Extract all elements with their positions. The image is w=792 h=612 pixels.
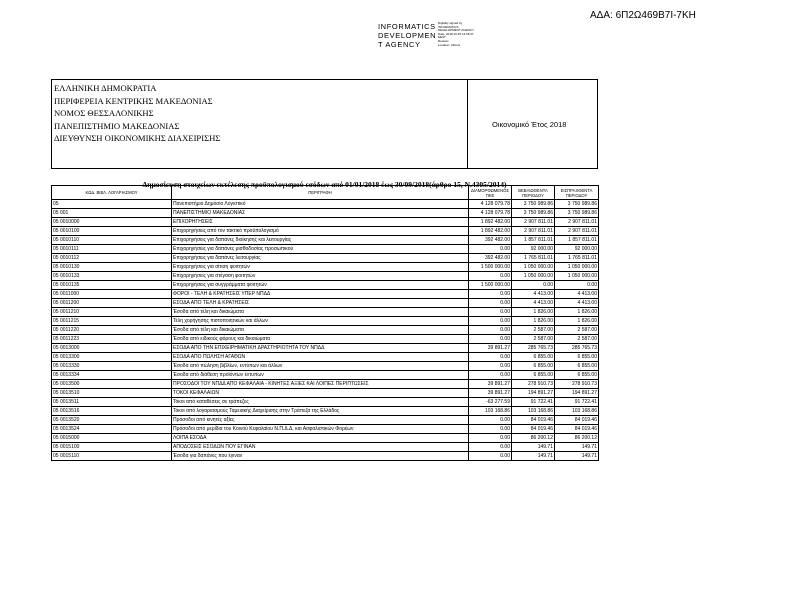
amount-cell: 1 857 811.01 [512, 236, 555, 245]
account-code: 05 0010110 [52, 236, 172, 245]
amount-cell: 3 750 989.86 [555, 200, 599, 209]
amount-cell: 84 019.46 [512, 416, 555, 425]
amount-cell: 285 765.73 [555, 344, 599, 353]
amount-cell: 1 500 000.00 [469, 281, 512, 290]
account-code: 05 0013524 [52, 425, 172, 434]
header-organization [54, 82, 220, 145]
table-row [52, 209, 599, 218]
amount-cell: 1 826.00 [512, 308, 555, 317]
table-row [52, 443, 599, 452]
account-code: 05 0013000 [52, 344, 172, 353]
table-row [52, 380, 599, 389]
amount-cell: 103 168.86 [512, 407, 555, 416]
amount-cell: 39 891.27 [469, 380, 512, 389]
account-description: Έσοδα για δαπάνες που έγιναν [172, 452, 469, 461]
table-row [52, 326, 599, 335]
account-description: Έσοδα από τέλη και δικαιώματα [172, 308, 469, 317]
amount-cell: 1 050 000.00 [555, 263, 599, 272]
signature-line: Location: Athens [438, 42, 461, 47]
ada-code: ΑΔΑ: 6Π2Ω469Β7Ι-7ΚΗ [590, 10, 696, 21]
account-code: 05 0015110 [52, 452, 172, 461]
header-line: ΝΟΜΟΣ ΘΕΣΣΑΛΟΝΙΚΗΣ [54, 108, 154, 119]
amount-cell: 84 019.46 [555, 416, 599, 425]
amount-cell: 4 413.00 [555, 299, 599, 308]
table-row [52, 362, 599, 371]
account-description: Έσοδα από πώληση βιβλίων, εντύπων και άλλων [172, 362, 469, 371]
amount-cell: 1 050 000.00 [555, 272, 599, 281]
amount-cell: 2 587.00 [512, 326, 555, 335]
account-code: 05 0013510 [52, 389, 172, 398]
account-code: 05 0011223 [52, 335, 172, 344]
amount-cell: 1 892 482.00 [469, 218, 512, 227]
account-code: 05 0013300 [52, 353, 172, 362]
account-code: 05 0013500 [52, 380, 172, 389]
amount-cell: 1 050 000.00 [512, 272, 555, 281]
amount-cell: -63 277.59 [469, 398, 512, 407]
account-code: 05 0011000 [52, 290, 172, 299]
account-description: Έσοδα από τέλη και δικαιώματα [172, 326, 469, 335]
amount-cell: 1 826.00 [555, 308, 599, 317]
table-row [52, 290, 599, 299]
account-code: 05 0013520 [52, 416, 172, 425]
account-description: ΛΟΙΠΑ ΕΣΟΔΑ [172, 434, 469, 443]
account-description: Επιχορηγήσεις για δαπάνες λειτουργίας [172, 254, 469, 263]
amount-cell: 278 910.73 [555, 380, 599, 389]
table-row [52, 398, 599, 407]
amount-cell: 149.71 [555, 452, 599, 461]
signature-line: DEVELOPMENT AGENCY [438, 28, 474, 33]
table-header-row [52, 186, 599, 200]
signature-line: Digitally signed by [438, 21, 463, 25]
account-description: ΕΣΟΔΑ ΑΠΟ ΤΕΛΗ & ΚΡΑΤΗΣΕΙΣ [172, 299, 469, 308]
table-row [52, 236, 599, 245]
amount-cell: 91 722.41 [512, 398, 555, 407]
amount-cell: 0.00 [469, 272, 512, 281]
account-code: 05 0011200 [52, 299, 172, 308]
column-header: ΒΕΒΑΙΩΘΕΝΤΑ ΠΕΡΙΟΔΟΥ [512, 186, 555, 200]
account-code: 05 0010111 [52, 245, 172, 254]
header-line: ΠΑΝΕΠΙΣΤΗΜΙΟ ΜΑΚΕΔΟΝΙΑΣ [54, 120, 180, 131]
account-code: 05 0013516 [52, 407, 172, 416]
amount-cell: 0.00 [469, 434, 512, 443]
table-row [52, 245, 599, 254]
account-code: 05 001 [52, 209, 172, 218]
table-row [52, 308, 599, 317]
amount-cell: 392 482.00 [469, 254, 512, 263]
amount-cell: 1 765 811.01 [555, 254, 599, 263]
table-row [52, 389, 599, 398]
amount-cell: 0.00 [469, 416, 512, 425]
signature-line: INFORMATICS [438, 24, 459, 29]
amount-cell: 149.71 [512, 452, 555, 461]
signature-line: Reason: [438, 38, 450, 43]
amount-cell: 1 892 482.00 [469, 227, 512, 236]
header-box [51, 79, 598, 169]
amount-cell: 4 413.00 [512, 290, 555, 299]
account-description: Επιχορηγήσεις για δαπάνες μισθοδοσίας προσωπικού [172, 245, 469, 254]
amount-cell: 4 128 079.78 [469, 209, 512, 218]
table-row [52, 299, 599, 308]
table-row [52, 335, 599, 344]
account-code: 05 0011220 [52, 326, 172, 335]
header-line: ΕΛΛΗΝΙΚΗ ΔΗΜΟΚΡΑΤΙΑ [54, 83, 157, 93]
table-row [52, 218, 599, 227]
account-code: 05 [52, 200, 172, 209]
account-description: Πανεπιστήμιο Δημόσιο Λογιστικό [172, 200, 469, 209]
signature-line: EEST [438, 35, 446, 40]
amount-cell: 0.00 [469, 353, 512, 362]
amount-cell: 1 826.00 [512, 317, 555, 326]
table-row [52, 371, 599, 380]
account-description: Έσοδα από διάθεση προϊόντων έντυπων [172, 371, 469, 380]
account-code: 05 0010135 [52, 281, 172, 290]
amount-cell: 0.00 [469, 452, 512, 461]
table-row [52, 434, 599, 443]
account-description: ΠΑΝΕΠΙΣΤΗΜΙΟ ΜΑΚΕΔΟΝΙΑΣ [172, 209, 469, 218]
column-header: ΠΕΡΙΓΡΑΦΗ [172, 186, 469, 200]
amount-cell: 1 050 000.00 [512, 263, 555, 272]
table-row [52, 344, 599, 353]
amount-cell: 0.00 [469, 299, 512, 308]
amount-cell: 92 000.00 [512, 245, 555, 254]
amount-cell: 2 587.00 [555, 335, 599, 344]
logo-line-3: T AGENCY [378, 40, 421, 49]
table-row [52, 416, 599, 425]
account-code: 05 0015000 [52, 434, 172, 443]
account-code: 05 0013330 [52, 362, 172, 371]
amount-cell: 0.00 [469, 335, 512, 344]
account-description: ΕΣΟΔΑ ΑΠΟ ΤΗΝ ΕΠΙΧΕΙΡΗΜΑΤΙΚΗ ΔΡΑΣΤΗΡΙΟΤΗΤΑ ΤΟΥ ΝΠΔΔ [172, 344, 469, 353]
amount-cell: 0.00 [469, 371, 512, 380]
amount-cell: 2 587.00 [512, 335, 555, 344]
table-row [52, 317, 599, 326]
amount-cell: 2 907 811.01 [555, 218, 599, 227]
table-row [52, 263, 599, 272]
amount-cell: 1 857 811.01 [555, 236, 599, 245]
amount-cell: 84 019.46 [512, 425, 555, 434]
account-description: ΕΣΟΔΑ ΑΠΟ ΠΩΛΗΣΗ ΑΓΑΘΩΝ [172, 353, 469, 362]
amount-cell: 4 413.00 [555, 290, 599, 299]
amount-cell: 392 482.00 [469, 236, 512, 245]
amount-cell: 0.00 [469, 443, 512, 452]
amount-cell: 103 168.86 [555, 407, 599, 416]
amount-cell: 6 855.00 [555, 362, 599, 371]
amount-cell: 278 910.73 [512, 380, 555, 389]
table-row [52, 281, 599, 290]
account-description: Έσοδα από ειδικούς φόρους και δικαιώματα [172, 335, 469, 344]
amount-cell: 92 000.00 [555, 245, 599, 254]
amount-cell: 6 855.00 [512, 371, 555, 380]
amount-cell: 0.00 [469, 290, 512, 299]
amount-cell: 0.00 [469, 317, 512, 326]
amount-cell: 39 891.27 [469, 389, 512, 398]
account-description: Επιχορηγήσεις για δαπάνες διοίκησης και λειτουργίας [172, 236, 469, 245]
signature-line: Date: 2018.10.25 13:05:27 [438, 31, 474, 36]
amount-cell: 0.00 [512, 281, 555, 290]
table-row [52, 452, 599, 461]
account-code: 05 0013334 [52, 371, 172, 380]
amount-cell: 3 750 989.86 [512, 200, 555, 209]
amount-cell: 0.00 [469, 245, 512, 254]
account-code: 05 0010100 [52, 227, 172, 236]
amount-cell: 194 891.27 [512, 389, 555, 398]
account-description: ΠΡΟΣΟΔΟΙ ΤΟΥ ΝΠΔΔ ΑΠΟ ΚΕΦΑΛΑΙΑ - ΚΙΝΗΤΕΣ ΑΞΙΕΣ ΚΑΙ ΛΟΙΠΕΣ ΠΕΡΙΠΤΩΣΕΙΣ [172, 380, 469, 389]
table-row [52, 353, 599, 362]
amount-cell: 103 168.86 [469, 407, 512, 416]
table-row [52, 425, 599, 434]
amount-cell: 91 722.41 [555, 398, 599, 407]
fiscal-year: Οικονομικό Έτος 2018 [492, 120, 567, 129]
header-line: ΔΙΕΥΘΥΝΣΗ ΟΙΚΟΝΟΜΙΚΗΣ ΔΙΑΧΕΙΡΙΣΗΣ [54, 133, 221, 144]
account-description: ΑΠΟΔΟΣΕΙΣ ΕΣΟΔΩΝ ΠΟΥ ΕΓΙΝΑΝ [172, 443, 469, 452]
account-description: Τέλη χορήγησης πιστοποιητικών και άλλων [172, 317, 469, 326]
account-code: 05 0011210 [52, 308, 172, 317]
account-description: Επιχορηγήσεις από τον τακτικό προϋπολογισμό [172, 227, 469, 236]
amount-cell: 149.71 [555, 443, 599, 452]
amount-cell: 0.00 [469, 362, 512, 371]
budget-table [51, 185, 599, 461]
account-code: 05 0010112 [52, 254, 172, 263]
report-subtitle: Δημοσίευση στοιχείων εκτέλεσης προϋπολογισμού εσόδων από 01/01/2018 έως 30/09/2018(άρθρο 15, Ν.4305/2014) [142, 180, 507, 189]
amount-cell: 86 200.12 [555, 434, 599, 443]
account-description: Τόκοι από καταθέσεις σε τράπεζες [172, 398, 469, 407]
account-description: ΕΠΙΧΟΡΗΓΗΣΕΙΣ [172, 218, 469, 227]
table-row [52, 227, 599, 236]
amount-cell: 0.00 [555, 281, 599, 290]
account-description: Πρόσοδοι από μερίδια του Κοινού Κεφαλαίου Ν.Π.Δ.Δ. και Ασφαλιστικών Φορέων [172, 425, 469, 434]
digital-signature [438, 22, 518, 47]
account-description: Επιχορηγήσεις για στέγαση φοιτητών [172, 272, 469, 281]
informatics-logo [378, 21, 474, 49]
header-divider [467, 80, 468, 168]
account-description: Τόκοι από λογαριασμούς Ταμειακής Διαχείρισης στην Τράπεζα της Ελλάδος [172, 407, 469, 416]
amount-cell: 0.00 [469, 308, 512, 317]
account-code: 05 0010000 [52, 218, 172, 227]
amount-cell: 86 200.12 [512, 434, 555, 443]
amount-cell: 1 826.00 [555, 317, 599, 326]
amount-cell: 1 500 000.00 [469, 263, 512, 272]
account-description: ΦΟΡΟΙ - ΤΕΛΗ & ΚΡΑΤΗΣΕΙΣ ΥΠΕΡ ΝΠΔΔ [172, 290, 469, 299]
table-row [52, 254, 599, 263]
column-header: ΔΙΑΜΟΡΦΩΜΕΝΟΣ ΠΚΕ [469, 186, 512, 200]
header-line: ΠΕΡΙΦΕΡΕΙΑ ΚΕΝΤΡΙΚΗΣ ΜΑΚΕΔΟΝΙΑΣ [54, 95, 213, 106]
amount-cell: 4 128 079.78 [469, 200, 512, 209]
amount-cell: 6 855.00 [512, 353, 555, 362]
amount-cell: 194 891.27 [555, 389, 599, 398]
amount-cell: 39 891.27 [469, 344, 512, 353]
amount-cell: 3 750 989.86 [555, 209, 599, 218]
amount-cell: 2 907 811.01 [512, 218, 555, 227]
amount-cell: 6 855.00 [555, 353, 599, 362]
amount-cell: 6 855.00 [555, 371, 599, 380]
account-description: Επιχορηγήσεις για σίτιση φοιτητών [172, 263, 469, 272]
amount-cell: 84 019.46 [555, 425, 599, 434]
amount-cell: 285 765.73 [512, 344, 555, 353]
logo-line-1: INFORMATICS [378, 22, 436, 31]
account-description: Επιχορηγήσεις για συγγράμματα φοιτητών [172, 281, 469, 290]
account-code: 05 0011215 [52, 317, 172, 326]
amount-cell: 0.00 [469, 425, 512, 434]
account-code: 05 0010133 [52, 272, 172, 281]
amount-cell: 2 907 811.01 [555, 227, 599, 236]
account-code: 05 0015100 [52, 443, 172, 452]
amount-cell: 3 750 989.86 [512, 209, 555, 218]
table-row [52, 272, 599, 281]
logo-line-2: DEVELOPMEN [378, 31, 437, 40]
account-code: 05 0013511 [52, 398, 172, 407]
amount-cell: 2 907 811.01 [512, 227, 555, 236]
amount-cell: 149.71 [512, 443, 555, 452]
column-header: ΚΩΔ. ΒΙΒΛ. ΛΟΓΑΡΙΑΣΜΟΥ [52, 186, 172, 200]
table-row [52, 407, 599, 416]
amount-cell: 6 855.00 [512, 362, 555, 371]
column-header: ΕΙΣΠΡΑΧΘΕΝΤΑ ΠΕΡΙΟΔΟΥ [555, 186, 599, 200]
account-description: ΤΟΚΟΙ ΚΕΦΑΛΑΙΩΝ [172, 389, 469, 398]
amount-cell: 2 587.00 [555, 326, 599, 335]
account-description: Πρόσοδοι από κινητές αξίες [172, 416, 469, 425]
amount-cell: 4 413.00 [512, 299, 555, 308]
amount-cell: 1 765 811.01 [512, 254, 555, 263]
amount-cell: 0.00 [469, 326, 512, 335]
table-row [52, 200, 599, 209]
account-code: 05 0010130 [52, 263, 172, 272]
